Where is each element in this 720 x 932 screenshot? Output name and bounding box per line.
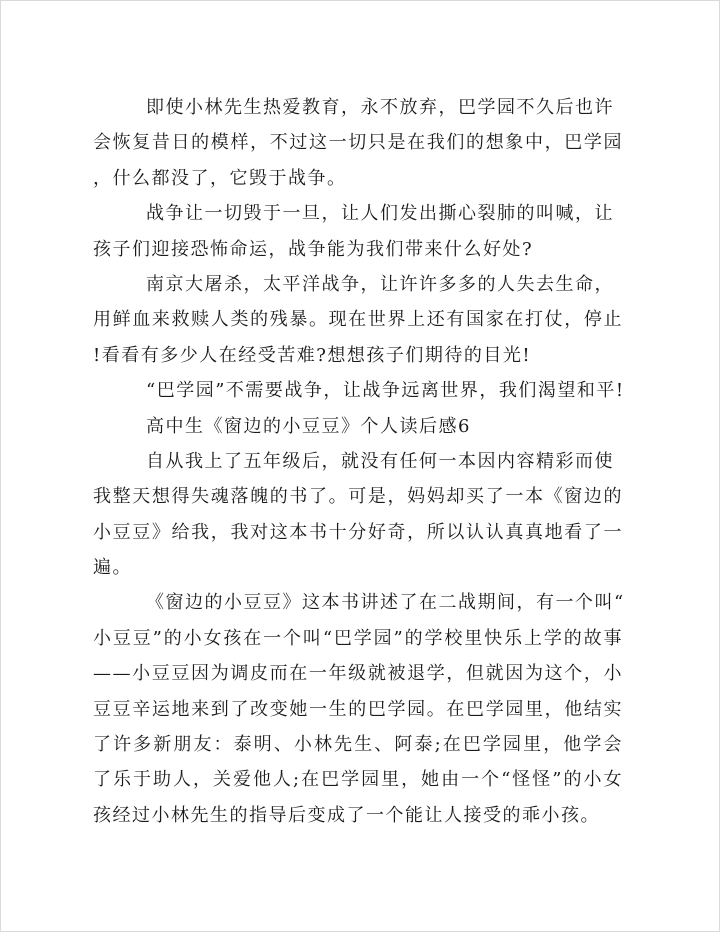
text-line: ——小豆豆因为调皮而在一年级就被退学，但就因为这个，小: [93, 663, 623, 685]
text-line: 用鲜血来救赎人类的残暴。现在世界上还有国家在打仗，停止: [93, 309, 623, 331]
text-line: “巴学园”不需要战争，让战争远离世界，我们渴望和平!: [146, 380, 625, 402]
text-line: 了许多新朋友：泰明、小林先生、阿泰;在巴学园里，他学会: [93, 734, 623, 756]
text-line: 战争让一切毁于一旦，让人们发出撕心裂肺的叫喊，让: [146, 203, 614, 225]
text-line: 遍。: [93, 557, 132, 579]
section-heading: 高中生《窗边的小豆豆》个人读后感6: [146, 415, 471, 437]
document-body: [93, 90, 623, 833]
text-line: 《窗边的小豆豆》这本书讲述了在二战期间，有一个叫“: [146, 592, 625, 614]
text-line: 南京大屠杀，太平洋战争，让许许多多的人失去生命，: [146, 273, 614, 295]
text-line: ，什么都没了，它毁于战争。: [93, 167, 347, 189]
text-line: 了乐于助人，关爱他人;在巴学园里，她由一个“怪怪”的小女: [93, 769, 623, 791]
text-line: 自从我上了五年级后，就没有任何一本因内容精彩而使: [146, 450, 614, 472]
text-line: !看看有多少人在经受苦难?想想孩子们期待的目光!: [93, 344, 532, 366]
text-line: 孩子们迎接恐怖命运，战争能为我们带来什么好处?: [93, 238, 534, 260]
text-line: 孩经过小林先生的指导后变成了一个能让人接受的乖小孩。: [93, 804, 600, 826]
text-line: 我整天想得失魂落魄的书了。可是，妈妈却买了一本《窗边的: [93, 486, 623, 508]
text-line: 小豆豆》给我，我对这本书十分好奇，所以认认真真地看了一: [93, 521, 623, 543]
text-line: 小豆豆”的小女孩在一个叫“巴学园”的学校里快乐上学的故事: [93, 627, 623, 649]
text-line: 豆豆辛运地来到了改变她一生的巴学园。在巴学园里，他结实: [93, 698, 623, 720]
text-line: 即使小林先生热爱教育，永不放弃，巴学园不久后也许: [146, 97, 614, 118]
text-line: 会恢复昔日的模样，不过这一切只是在我们的想象中，巴学园: [93, 132, 623, 154]
